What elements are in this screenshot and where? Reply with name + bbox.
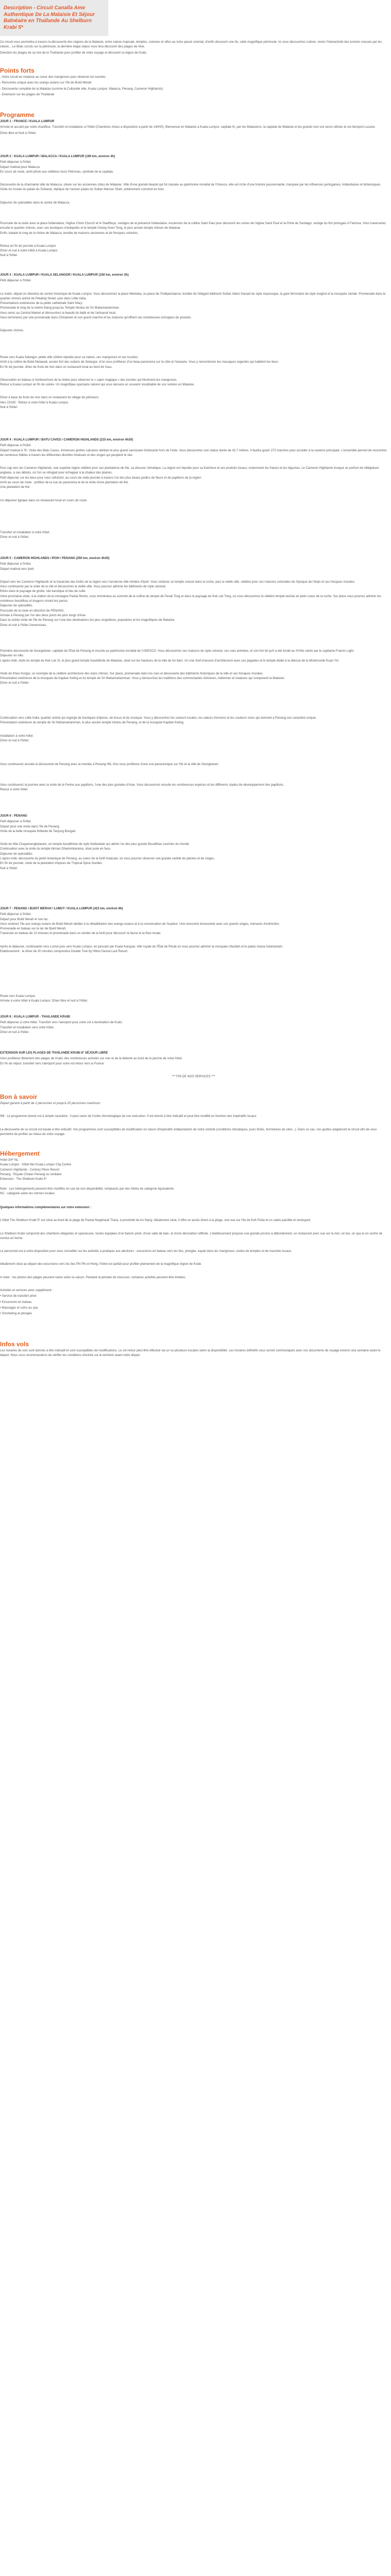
day-heading: JOUR 4 : KUALA LUMPUR / BATU CAVES / CAMERON HIGHLANDS (215 km, environ 4h30) xyxy=(0,438,133,442)
services-item: • Service de transfert privé xyxy=(0,1295,37,1298)
infos-text: Le Shelburn Krabi comprend des chambres élégantes et spacieuses, toutes équipées d'un balcon privé, d'une salle de bain, et d'une décoration raffinée. L'établissement propose une grande piscine à débordement, un restaurant avec vue sur la mer, un bar, un spa et un centre de remise en forme. xyxy=(0,1232,383,1240)
bon-a-savoir xyxy=(0,1101,387,1138)
day-extra-2: Dîner à base de fruits de mer dans un restaurant du village de pêcheurs. Vers 21h30 : Retour à votre hôtel à Kuala Lumpur. Nuit à l'hôtel. xyxy=(0,396,100,410)
day-body: Petit déjeuner à l'hôtel. Départ pour Bukit Merah et son lac. Vous visiterez l'île aux orangs-outans de Bukit Merah dédiée à la réhabilitation des orangs-outans et à la conservation de l'espèce. Une rencontre émouvante avec ces grands singes, menacés d'extinction. Promenade en bateau sur le lac de Bukit Merah. Traversée en bateau de 10 minutes et promenade dans un sentier de la forêt pour découvrir la faune et la flore locale. xyxy=(0,913,280,936)
day-body: Route vers Kuala Lumpur. Arrivée à votre hôtel à Kuala Lumpur. Dîner libre et nuit à l'hôtel. xyxy=(0,995,88,1003)
day-body: Petit déjeuner à l'hôtel. Départ matinal vers Ipoh. xyxy=(0,563,35,571)
day-body: Continuation vers Little India, quartier animé qui regorge de boutiques d'épices, de tissus et de musique. Vous y découvrirez les saveurs locales, les odeurs d'encens et les couleurs vives qui donnent à Penang son caractère unique. Présentation extérieure du temple de Sri Mahamariamman, le plus ancien temple hindou de Penang, et de la mosquée Kapitan Keling. xyxy=(0,717,317,725)
points-forts-list xyxy=(0,75,387,98)
day-3 xyxy=(0,273,387,335)
day-body: Petit déjeuner à l'hôtel. xyxy=(0,279,31,283)
day-heading: JOUR 7 : PENANG / BUKIT MERAH / LUMUT / KUALA LUMPUR (415 km, environ 6h) xyxy=(0,907,123,910)
day-body: Petit déjeuner à l'hôtel. Départ pour une visite dans l'île de Penang. Visite de la belle mosquée flottante de Tanjung Bungah. xyxy=(0,820,76,833)
services-item: Activités et services avec supplément : xyxy=(0,1289,54,1293)
title-banner xyxy=(0,0,108,36)
day-extra: Retour en fin de journée à Kuala Lumpur. Dîner et nuit à votre hôtel à Kuala Lumpur. Nuit à l'hôtel. xyxy=(0,244,58,258)
point-item: - Découverte complète de la Malaisie (comme la Culturelle ville, Kuala Lumpur, Malacca, Penang, Cameron Highlands) xyxy=(0,87,163,91)
day-extra-2: Déjeuner de spécialités dans le centre de Malacca. xyxy=(0,201,70,205)
day-5-butterfly xyxy=(0,783,387,794)
day-body: Arrivée et accueil par votre chauffeur. Transfert et installation à l'hôtel (Chambres mises à disposition à partir de 14H00). Bienvenue en Malaisie à Kuala Lumpur, capitale Kl, par les Malaisiens, la capitale de Malaisie et les grands mon est seron utilisés le vol Aéroport Lucane. xyxy=(0,126,376,129)
day-body: Vous continuerez la journée avec la visite de la Ferme aux papillons, l'une des plus grandes d'Asie. Vous découvrirez ensuite les nombreuses espèces et les différents stades de développement des papillons. Retour à votre hôtel. xyxy=(0,784,284,792)
services-item: • Snorkeling et plongée xyxy=(0,1312,32,1316)
day-heading: JOUR 2 : KUALA LUMPUR / MALACCA / KUALA LUMPUR (190 km, environ 4h) xyxy=(0,155,116,158)
day-2 xyxy=(0,155,387,207)
day-extra: Observation en bateau à l'embouchure de la rivière pour observer le « sapin magique » des lucioles qui illuminent les mangroves. Retour à Kuala Lumpur en fin de soirée. Un magnifique spectacle naturel qui vous laissera un souvenir inoubliable de vos soirées en Malaisie. xyxy=(0,378,195,387)
day-2-continued xyxy=(0,222,387,260)
day-extra: Visite de Wat Chayamangkalaram, un temple bouddhiste de style thaïlandais qui abrite l'un des plus grands Bouddhas couchés du monde. Continuation avec la visite du temple birman Dhammikarama, situé juste en face. Déjeuner de spécialités. L'après-midi, découverte du jardin botanique de Penang, au coeur de la forêt tropicale, où vous pourrez observer une grande variété de plantes et de singes. En fin de journée, visite de la plantation d'épices de Tropical Spice Garden. Nuit à l'hôtel. xyxy=(0,843,215,870)
page-title: Description - Circuit Canalla Ame Authentique De La Malaisie Et Séjour Balnéaire en Thaïlande Au Shelburn Krabi 5* xyxy=(4,5,95,30)
day-body: Poursuite de la visite avec la place hollandaise, l'église Christ Church et le Stadthuys, vestiges de la présence hollandaise. Ascension de la colline Saint Paul pour découvrir les ruines de l'église Saint Paul et la Porte de Santiago, vestige du fort portugais A Famosa. Vous traverserez ensuite le quartier chinois, avec ses boutiques d'antiquités et le temple Cheng Hoon Teng, le plus ancien temple chinois de Malaisie. Enfin, balade le long de la rivière de Malacca, bordée de maisons anciennes et de fresques colorées. xyxy=(0,222,386,235)
day-body: Transfert et installation à votre hôtel. Dîner et nuit à l'hôtel. xyxy=(0,531,50,539)
day-5-penang-hill xyxy=(0,762,387,768)
day-body: Petit déjeuner à votre hôtel. Transfert vers l'aéroport pour votre vol à destination de Krabi. Transfert et installation vers votre hôtel. Dîner et nuit à l'hôtel. xyxy=(0,1021,123,1034)
day-heading: JOUR 6 : PENANG xyxy=(0,815,27,818)
hebergement-text: Hotel 3/4* NL : Kuala Lumpur : Hôtel Ibis Kuala Lumpur City Centre Cameron Highlands : Century Pines Resort Penang : Royale Chulan Penang ou similaire Extension : The Shelburn Krabi 5* Note : Les hébergements peuvent être modifiés en cas de non-disponibilité, remplacés par des hôtels de catégorie équivalente. NC : catégorie selon les normes locales xyxy=(0,1159,175,1196)
bon-a-savoir-title: Bon à savoir xyxy=(0,1093,38,1100)
day-heading: JOUR 3 : KUALA LUMPUR / KUALA SELANGOR / KUALA LUMPUR (150 km, environ 3h) xyxy=(0,274,129,277)
services-item: • Massages et soins au spa xyxy=(0,1306,38,1310)
day-4-continued xyxy=(0,531,387,541)
day-extra: Visite de Khoo Kongsi, un exemple de la célèbre architecture des clans chinois. Sur place, promenade dans les rues et découverte des bâtiments historiques de la ville et ses fresques murales. Présentation extérieure de la mosquée de Kapitan Keling et du temple de Sri Mahamariamman. Vous y découvrirez les traditions des communautés chinoises, indiennes et malaises qui composent la Malaisie. Dîner et nuit à l'hôtel. xyxy=(0,672,285,685)
day-extra-2: Déjeuner chinois. xyxy=(0,329,24,333)
day-7-route xyxy=(0,994,387,1005)
programme-title: Programme xyxy=(0,111,35,118)
infos-text: L'hôtel The Shelburn Krabi 5* est situé au bord de la plage de Pantai Noppharat Thara, à proximité de Ao Nang. Idéalement situé, il offre un accès direct à la plage, une vue sur l'île de Koh Poda et un cadre paisible et verdoyant. xyxy=(0,1219,312,1223)
extension xyxy=(0,1051,387,1080)
infos-vols-text: Les horaires de vols sont donnés à titre indicatif et sont susceptibles de modifications. Le vol retour peut être effectué via un ou plusieurs escales selon la disponibilité. Les horaires définitifs vous seront communiqués avec vos documents de voyage environ une semaine avant le départ. Nous vous recommandons de vérifier les conditions d'entrée sur le territoire avant votre départ. xyxy=(0,1349,381,1358)
day-extra: Le matin, départ en direction du centre historique de Kuala Lumpur. Vous découvrirez la place Merdeka, ou place de l'Indépendance, bordée de l'élégant bâtiment Sultan Abdul Samad de style mauresque, la gare ferroviaire de style moghol et la mosquée Jamek. Promenade dans le quartier chinois animé de Petaling Street, puis dans Little India. Présentations extérieures de la petite cathédrale Saint Mary. Promenade le long de la rivière Klang jusqu'au Temple hindou de Sri Mahamariamman. Vous serez au Central Market et découvrirez la beauté du batik et de l'artisanat local. Vous terminerez par une promenade dans Chinatown et son grand marché et les maisons qu'offrent ses nombreuses échoppes de produits. xyxy=(0,292,386,320)
infos-title: Quelques informations complémentaires sur votre extension : xyxy=(0,1206,92,1209)
day-extra: Puis cap vers les Cameron Highlands, une superbe région célèbre pour ses plantations de thé, sa douceur climatique. La région est réputée pour sa fraîcheur et ses produits locaux, notamment les fraises et les légumes. Le Cameron Highlands évoque un parfum de villégiature anglaise, à ses débuts, où l'on se réfugiait pour échapper à la chaleur des plaines. Petit déjeuner sur les lieux pour vous rafraîchir, au cours de cette journée à travers l'un des plus beaux jardins de fleurs et de papillons de la région. Arrêt au cours de route : profitez de la vue du panorama et de la visite d'une plantation de thé. Une plantation de thé. xyxy=(0,467,379,489)
day-heading: JOUR 5 : CAMERON HIGHLANDS / IPOH / PENANG (250 km, environ 4h30) xyxy=(0,557,110,560)
infos-text: Idéalement situé au départ des excursions vers les îles Phi Phi et Hong, l'hôtel est parfait pour profiter pleinement de la magnifique région de Krabi. xyxy=(0,1263,202,1266)
point-item: - Extension sur les plages de Thaïlande xyxy=(0,93,55,96)
day-body: Première découverte de Georgetown, capitale de l'Etat de Penang et inscrite au patrimoine mondial de l'UNESCO. Vous découvrirez ses maisons de style colonial, ses rues animées, et son fort tel qu'il a été fondé au XVIIIe siècle par le capitaine Francis Light. Déjeuner en ville. L'après-midi, visite du temple de Kek Lok Si, le plus grand temple bouddhiste de Malaisie, situé sur les hauteurs de la ville de Air Itam. Un vrai chef-d'oeuvre d'architecture avec ses pagodes et le temple dédié à la déesse de la Miséricorde Kuan Yin. xyxy=(0,650,354,663)
day-1 xyxy=(0,120,387,137)
day-5-little-india xyxy=(0,716,387,744)
day-body: Petit déjeuner à l'hôtel. Départ matinal pour Malacca. En cours de route, arrêt photo aux célèbres tours Petronas, symbole de la capitale. xyxy=(0,161,114,174)
day-body: Vous profiterez librement des plages de Krabi, des nombreuses activités sur mer et de la détente au bord de la piscine de votre hôtel. En fin de séjour, transfert vers l'aéroport pour votre vol retour vers la France. xyxy=(0,1057,183,1065)
day-6 xyxy=(0,814,387,872)
day-5 xyxy=(0,556,387,629)
day-body: Route vers Kuala Selangor, petite ville côtière réputée pour sa nature, ses mangroves et ses lucioles. Arrêt à la colline de Bukit Melawati, ancien fort des sultans de Selangor, d'où vous profiterez d'un beau panorama sur la côte et l'estuaire. Vous y rencontrerez les macaques argentés qui habitent les lieux. En fin de journée, dîner de fruits de mer dans un restaurant local au bord de l'eau. xyxy=(0,356,279,369)
day-extra: Dîner libre et Nuit à l'hôtel. xyxy=(0,131,37,135)
day-extra: Départ vers les Cameron Highlands et la traversée des forêts de la région vers l'ancienne ville minière d'Ipoh. Vous visiterez un temple creusé dans la roche, puis la vieille ville, célèbre pour ses maisons coloniales de l'époque de l'étain et ses fresques murales. Vous continuerez par la visite de la cité et découvrirez la vieille ville. Vous pourrez admirer les bâtiments de style colonial. Etirés dans le paysage de grotte, site karstique et lieu de culte. Votre prochaine visite, à la station de la montagne Pantai Remis, vous emmènera au sommet de la colline du temple de Perak Tong et dans le paysage de Kek Lok Tong, où vous découvrirez le célèbre temple taoïste en plein coeur de la roche. Sur place vous pourrez admirer les nombreux bouddhas et dragons ornant les parois. Déjeuner de spécialités. Poursuite de la route en direction de PENANG. Arrivée à Penang par l'un des deux ponts les plus longs d'Asie. Dans la soirée visite de l'île de Penang sur l'une des destinations les plus singulières, populaires et les magnifiques de Malaisie. Dîner et nuit à l'hôtel Jouvenceau. xyxy=(0,580,381,627)
intro-text: Ce circuit vous permettra à travers la découverte des régions de la Malaisie, entre nature tropicale, temples, colonies et villes au riche passé colonial, d'enfin découvrir une île, cette magnifique péninsule. Ici vous découvrirez culture, vivrez l'interactivité des tunnels creusés par les nature... Le Bilan conclu sur la péninsule, la dernière étape séjour vous fera découvrir des plages de rêve. xyxy=(0,41,382,49)
day-5-continued xyxy=(0,649,387,687)
day-heading: JOUR 1 : FRANCE / KUALA LUMPUR xyxy=(0,120,55,123)
infos-text: Le personnel est à votre disposition pour vous conseiller sur les activités à pratiquer aux alentours : excursions en bateau vers les îles, plongée, kayak dans les mangroves, visites de temples et de marchés locaux. xyxy=(0,1250,292,1253)
services-item: • Excursions en bateau xyxy=(0,1300,32,1304)
bon-a-savoir-text: Départ garanti à partir de 2 personnes et jusqu'à 20 personnes maximum. xyxy=(0,1102,101,1105)
day-extra-2: Un déjeuner typique dans un restaurant local en cours de route. xyxy=(0,499,88,502)
day-heading: EXTENSION SUR LES PLAGES DE THAÏLANDE KRABI 8° SÉJOUR LIBRE xyxy=(0,1052,108,1055)
hebergement-title: Hébergement xyxy=(0,1150,40,1157)
bon-a-savoir-text: La découverte de ce circuit est basée à titre indicatif. Vos programmes sont susceptibles de modification en raison d'impératifs indépendants de notre volonté (conditions climatiques, jours fériés, fermetures de sites...). Dans ce cas, nos guides adapteront le circuit afin de vous permettre de profiter au mieux de votre voyage. xyxy=(0,1128,377,1136)
intro-block xyxy=(0,40,387,57)
points-forts-title: Points forts xyxy=(0,67,35,74)
day-body: Vous continuerez ensuite la découverte de Penang avec la montée à Penang Hill, d'où vous profiterez d'une vue panoramique sur l'île et la ville de Georgetown. xyxy=(0,763,219,766)
end-of-services: *** FIN DE NOS SERVICES *** xyxy=(172,1075,215,1078)
intro-text-2: Direction les plages de sa rive de la Thaïlande pour profiter de votre voyage et découvrir la région de Krabi. xyxy=(0,51,147,55)
infos-complementaires xyxy=(0,1206,387,1318)
day-7 xyxy=(0,907,387,955)
infos-text: A noter : les photos des plages peuvent varier selon la saison. Pendant la période de mousson, certaines activités peuvent être limitées. xyxy=(0,1276,186,1279)
bon-a-savoir-text: NB : Le programme donné est à simple caractère : il peut varier de l'ordre chronologique de son exécution. Il est donné à titre indicatif et peut être modifié en fonction des impératifs locaux. xyxy=(0,1115,257,1118)
day-extra: Découverte de la charmante ville de Malacca, située sur les anciennes côtes de Malaisie. Ville d'une grande beauté qui fut classée au patrimoine mondial de l'Unesco, elle est riche d'une histoire passionnante, marquée par les influences portugaises, hollandaises et britanniques. Visite du musée du palais du Sultanat, réplique de l'ancien palais du Sultan Mansur Shah, entièrement construit en bois. xyxy=(0,183,382,192)
day-3-continued xyxy=(0,355,387,411)
day-extra: Installation à votre hôtel. Dîner et nuit à l'hôtel. xyxy=(0,734,34,742)
point-item: - Votre circuit en malaisie au coeur des mangroves pour observer les lucioles. xyxy=(0,76,107,79)
day-8 xyxy=(0,1015,387,1036)
day-extra: Après le déjeuner, continuation vers Lumut puis vers Kuala Lumpur, en passant par Kuala Kangsar, ville royale de l'État de Perak où vous pourrez admirer la mosquée Ubudiah et le palais Istana Iskandariah. Etablissement : le dîner de 20 minutes comprendra Double Tree by Hilton Damai Laut Resort. xyxy=(0,945,283,954)
day-4 xyxy=(0,438,387,504)
infos-vols-title: Infos vols xyxy=(0,1341,29,1348)
day-body: Petit déjeuner à l'hôtel. Départ matinal à 7h. Visite des Batu Caves, immenses grottes calcaires abritant le plus grand sanctuaire hindouiste hors de l'Inde. Vous découvrirez une statue dorée de 42,7 mètres. Il faudra gravir 272 marches pour accéder à la caverne principale. L'ensemble permet de rencontrer de nombreux fidèles à travers les différentes divinités hindoues et des singes qui peuplent le site. xyxy=(0,444,387,457)
day-heading: JOUR 8 : KUALA LUMPUR - THAILANDE KRABI xyxy=(0,1015,70,1019)
point-item: - Rencontre unique avec les orangs-outans sur l'île de Bukit Merah. xyxy=(0,81,92,85)
